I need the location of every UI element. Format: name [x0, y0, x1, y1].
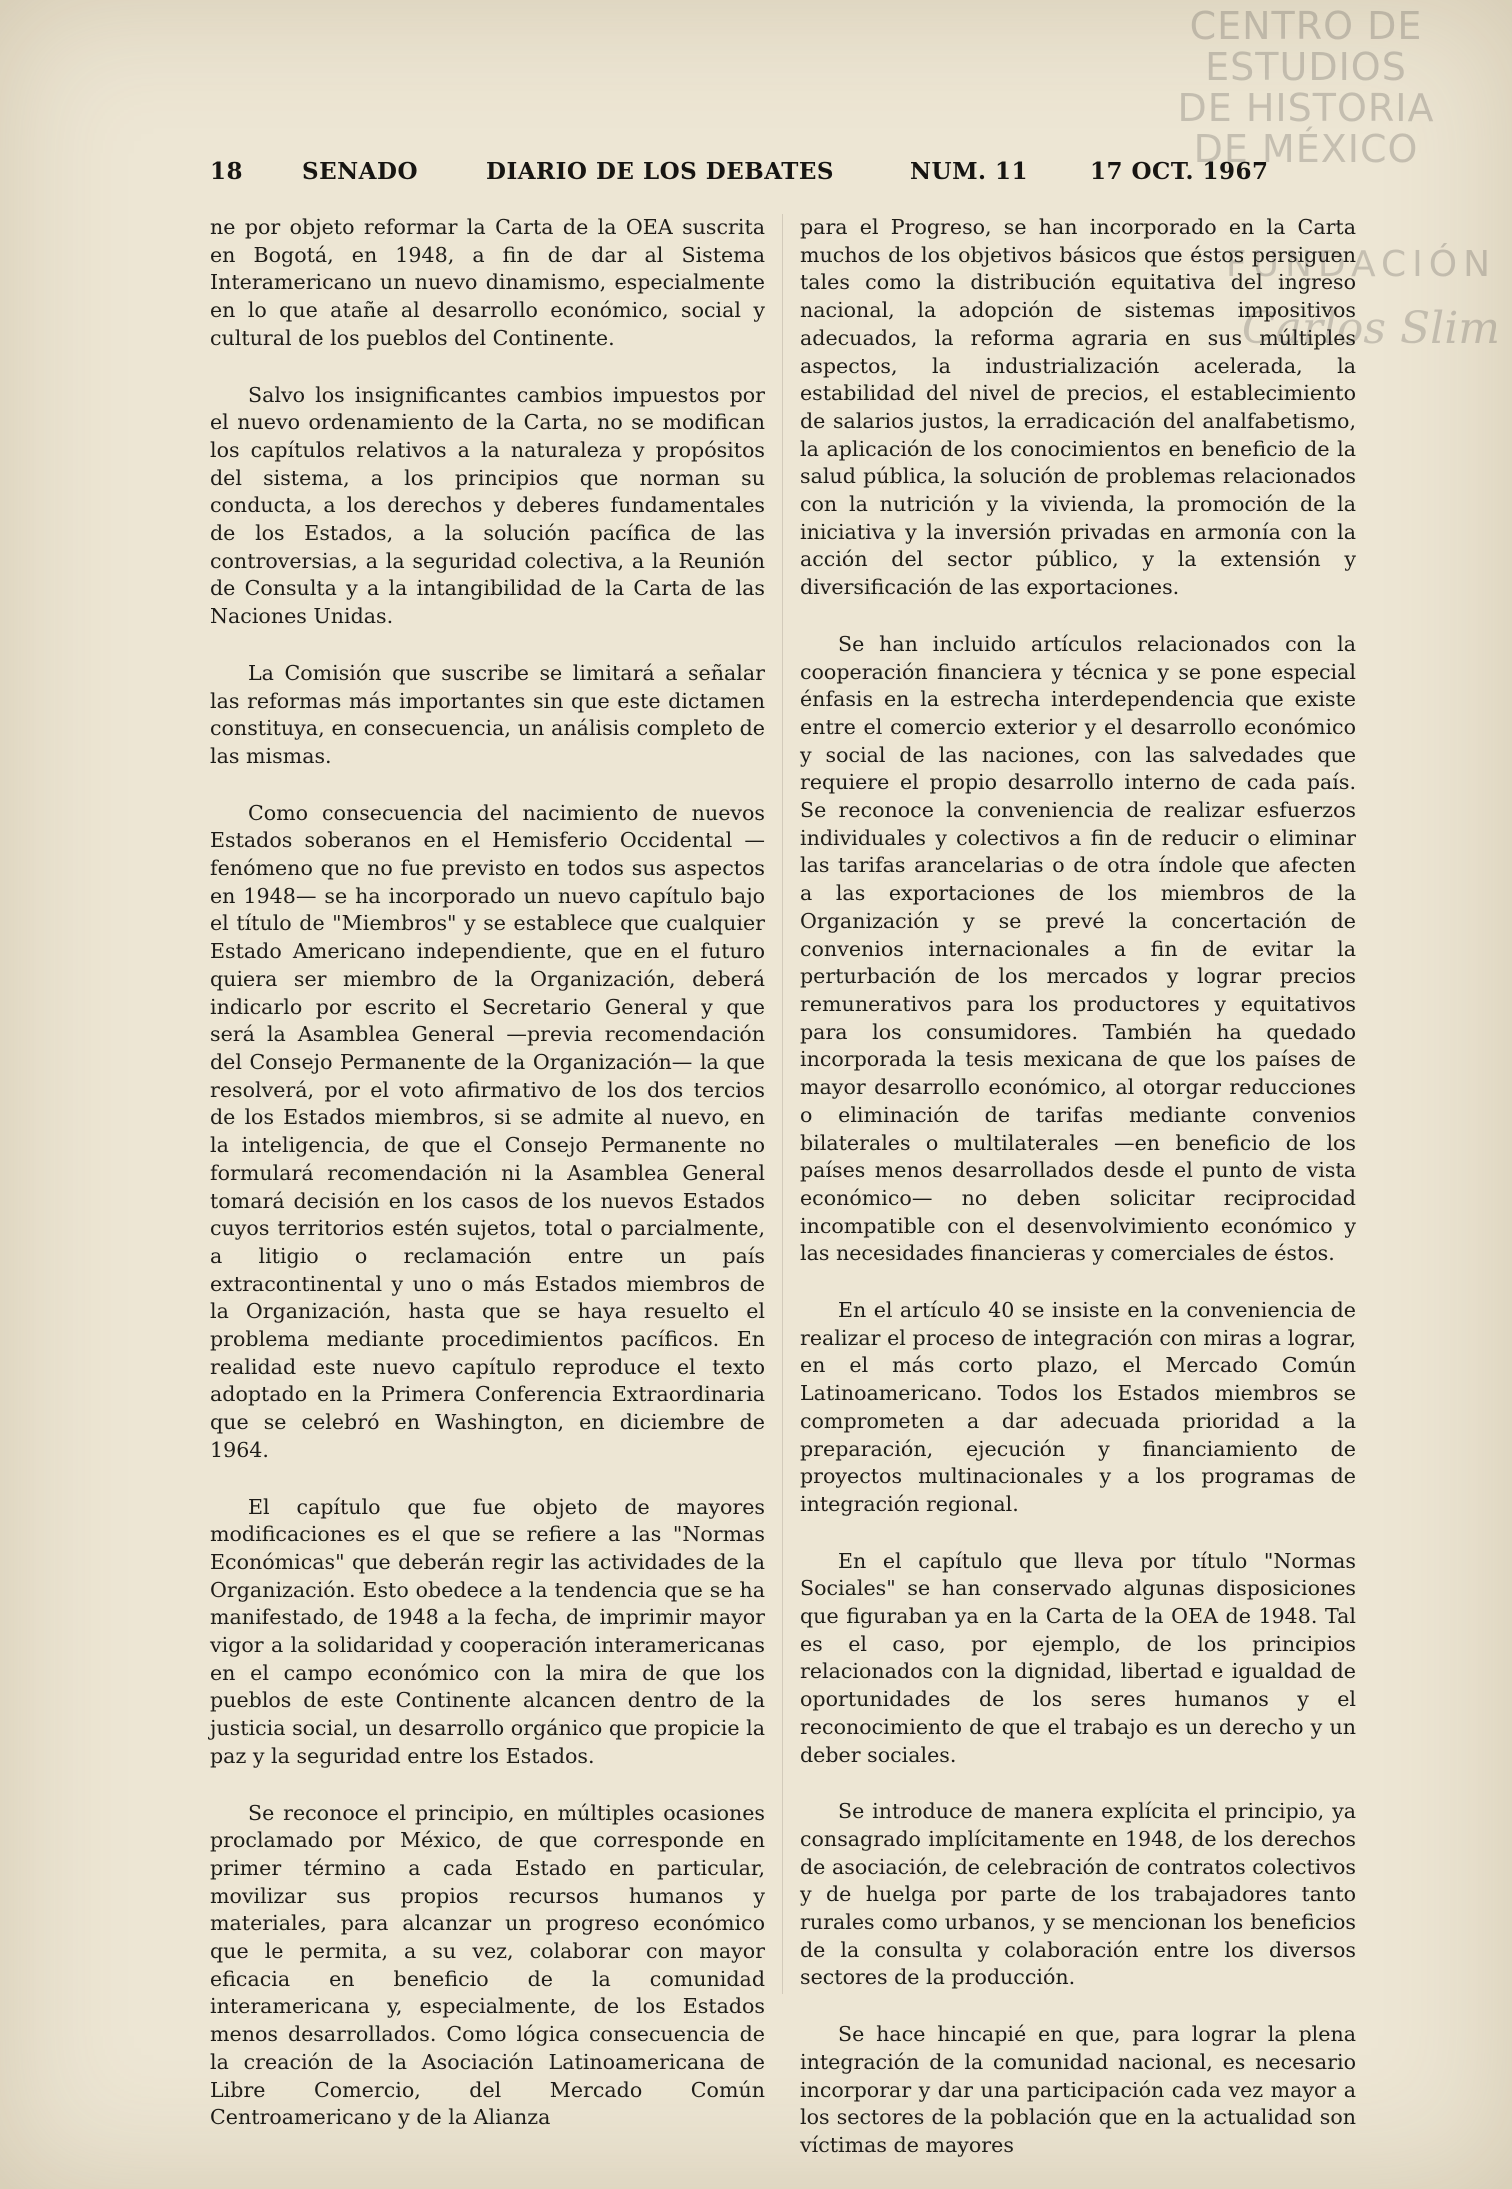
- issue-number: NUM. 11: [910, 158, 1029, 185]
- watermark-fundacion: FUNDACIÓN: [1225, 244, 1496, 285]
- paragraph: Como consecuencia del nacimiento de nuevos Estados soberanos en el Hemisferio Occidental —fenómeno que no fue previsto en todos sus aspectos en 1948— se ha incorporado un nuevo capítulo bajo el título de "Miembros" y se establece que cualquier Estado Americano independiente, que en el futuro quiera ser miembro de la Organización, deberá indicarlo por escrito el Secretario General y que será la Asamblea General —previa recomendación del Consejo Permanente de la Organización— la que resolverá, por el voto afirmativo de los dos tercios de los Estados miembros, si se admite al nuevo, en la inteligencia, de que el Consejo Permanente no formulará recomendación ni la Asamblea General tomará decisión en los casos de los nuevos Estados cuyos territorios estén sujetos, total o parcialmente, a litigio o reclamación entre un país extracontinental y uno o más Estados miembros de la Organización, hasta que se haya resuelto el problema mediante procedimientos pacíficos. En realidad este nuevo capítulo reproduce el texto adoptado en la Primera Conferencia Extraordinaria que se celebró en Washington, en diciembre de 1964.: [210, 800, 765, 1462]
- watermark-line: DE MÉXICO: [1193, 127, 1419, 171]
- paragraph: Se hace hincapié en que, para lograr la plena integración de la comunidad nacional, es necesario incorporar y dar una participación cada vez mayor a los sectores de la población que en la actualidad son víctimas de mayores: [800, 2022, 1356, 2157]
- paragraph: Se reconoce el principio, en múltiples ocasiones proclamado por México, de que corresponde en primer término a cada Estado en particular, movilizar sus propios recursos humanos y materiales, para alcanzar un progreso económico que le permita, a su vez, colaborar con mayor eficacia en beneficio de la comunidad interamericana y, especialmente, de los Estados menos desarrollados. Como lógica consecuencia de la creación de la Asociación Latinoamericana de Libre Comercio, del Mercado Común Centroamericano y de la Alianza: [210, 1800, 765, 2130]
- publication-title: DIARIO DE LOS DEBATES: [486, 158, 835, 185]
- paragraph: Salvo los insignificantes cambios impuestos por el nuevo ordenamiento de la Carta, no se modifican los capítulos relativos a la naturaleza y propósitos del sistema, a los principios que norman su conducta, a los derechos y deberes fundamentales de los Estados, a la solución pacífica de las controversias, a la seguridad colectiva, a la Reunión de Consulta y a la intangibilidad de la Carta de las Naciones Unidas.: [210, 382, 765, 629]
- paragraph: Se introduce de manera explícita el principio, ya consagrado implícitamente en 1948, de los derechos de asociación, de celebración de contratos colectivos y de huelga por parte de los trabajadores tanto rurales como urbanos, y se mencionan los beneficios de la consulta y colaboración entre los diversos sectores de la producción.: [800, 1799, 1356, 1990]
- paragraph: Se han incluido artículos relacionados con la cooperación financiera y técnica y se pone especial énfasis en la estrecha interdependencia que existe entre el comercio exterior y el desarrollo económico y social de las naciones, con las salvedades que requiere el propio desarrollo interno de cada país. Se reconoce la conveniencia de realizar esfuerzos individuales y colectivos a fin de reducir o eliminar las tarifas arancelarias o de otra índole que afecten a las exportaciones de los miembros de la Organización y se prevé la concertación de convenios internacionales a fin de evitar la perturbación de los mercados y lograr precios remunerativos para los productores y equitativos para los consumidores. También ha quedado incorporada la tesis mexicana de que los países de mayor desarrollo económico, al otorgar reducciones o eliminación de tarifas mediante convenios bilaterales o multilaterales —en beneficio de los países menos desarrollados desde el punto de vista económico— no deben solicitar reciprocidad incompatible con el desenvolvimiento económico y las necesidades financieras y comerciales de éstos.: [800, 631, 1356, 1266]
- issue-date: 17 OCT. 1967: [1090, 158, 1269, 185]
- paragraph: para el Progreso, se han incorporado en la Carta muchos de los objetivos básicos que éstos persiguen tales como la distribución equitativa del ingreso nacional, la adopción de sistemas impositivos adecuados, la reforma agraria en sus múltiples aspectos, la industrialización acelerada, la estabilidad del nivel de precios, el establecimiento de salarios justos, la erradicación del analfabetismo, la aplicación de los conocimientos en beneficio de la salud pública, la solución de problemas relacionados con la nutrición y la vivienda, la promoción de la iniciativa y la inversión privadas en armonía con la acción del sector público, y la extensión y diversificación de las exportaciones.: [800, 215, 1356, 600]
- paragraph: El capítulo que fue objeto de mayores modificaciones es el que se refiere a las "Normas Económicas" que deberán regir las actividades de la Organización. Esto obedece a la tendencia que se ha manifestado, de 1948 a la fecha, de imprimir mayor vigor a la solidaridad y cooperación interamericanas en el campo económico con la mira de que los pueblos de este Continente alcancen dentro de la justicia social, un desarrollo orgánico que propicie la paz y la seguridad entre los Estados.: [210, 1494, 765, 1768]
- watermark-line: CENTRO DE: [1189, 4, 1423, 48]
- left-column: [210, 214, 765, 2161]
- page-header: [210, 158, 1350, 192]
- page-number: 18: [210, 158, 244, 185]
- chamber-name: SENADO: [302, 158, 418, 185]
- paragraph: La Comisión que suscribe se limitará a señalar las reformas más importantes sin que este dictamen constituya, en consecuencia, un análisis completo de las mismas.: [210, 660, 765, 768]
- watermark-line: DE HISTORIA: [1177, 86, 1435, 130]
- watermark-signature: Carlos Slim: [1241, 303, 1500, 354]
- column-divider: [782, 214, 783, 1994]
- paragraph: En el artículo 40 se insiste en la conveniencia de realizar el proceso de integración con miras a lograr, en el más corto plazo, el Mercado Común Latinoamericano. Todos los Estados miembros se comprometen a dar adecuada prioridad a la preparación, ejecución y financiamiento de proyectos multinacionales y a los programas de integración regional.: [800, 1298, 1356, 1516]
- watermark-line: ESTUDIOS: [1205, 45, 1407, 89]
- right-column: [800, 214, 1356, 2189]
- paragraph: ne por objeto reformar la Carta de la OEA suscrita en Bogotá, en 1948, a fin de dar al Sistema Interamericano un nuevo dinamismo, especialmente en lo que atañe al desarrollo económico, social y cultural de los pueblos del Continente.: [210, 215, 765, 350]
- paragraph: En el capítulo que lleva por título "Normas Sociales" se han conservado algunas disposiciones que figuraban ya en la Carta de la OEA de 1948. Tal es el caso, por ejemplo, de los principios relacionados con la dignidad, libertad e igualdad de oportunidades de los seres humanos y el reconocimiento de que el trabajo es un derecho y un deber sociales.: [800, 1548, 1356, 1767]
